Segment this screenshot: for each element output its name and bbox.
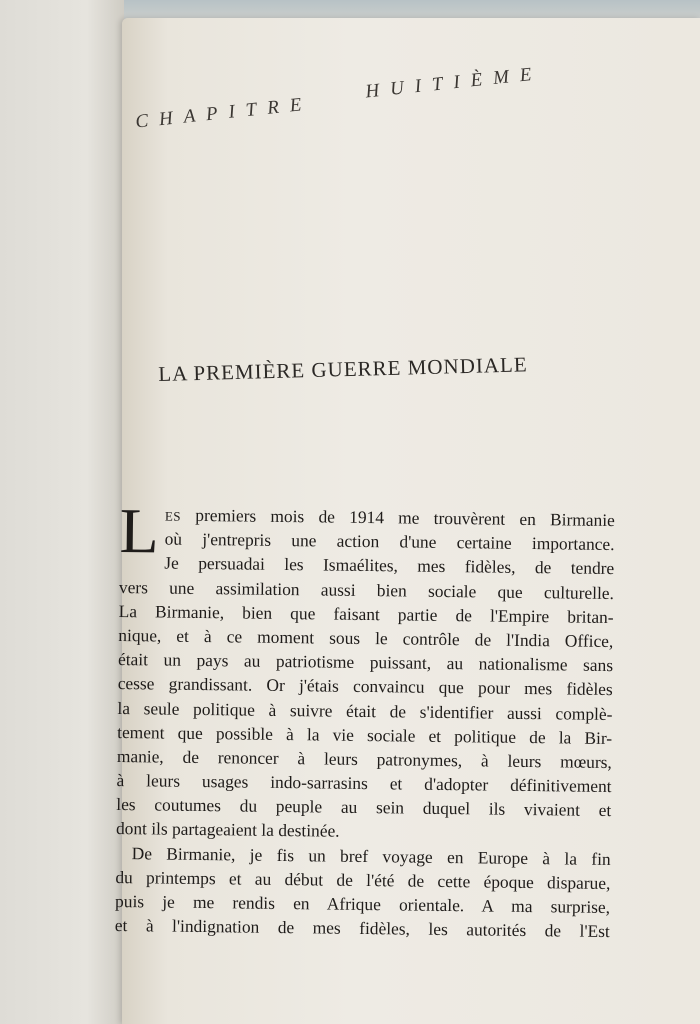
text-line: ES premiers mois de 1914 me trouvèrent en Birmanie [164,504,615,531]
text-line: la seule politique à suivre était de s'identifier aussi complè- [117,697,613,724]
text-line: les coutumes du peuple au sein duquel ils vivaient et [116,794,612,821]
left-page-margin [0,0,124,1024]
section-title: LA PREMIÈRE GUERRE MONDIALE [158,352,528,386]
text-line: tement que possible à la vie sociale et politique de la Bir- [117,721,613,748]
text-line: nique, et à ce moment sous le contrôle de l'India Office, [118,624,614,651]
text-line: à leurs usages indo-sarrasins et d'adopter définitivement [116,770,612,797]
text-line: vers une assimilation aussi bien sociale que culturelle. [118,576,615,603]
text-line: et à l'indignation de mes fidèles, les autorités de l'Est [114,915,610,942]
chapter-heading-word-1: CHAPITRE [134,93,314,133]
text-line: puis je me rendis en Afrique orientale. A ma surprise, [115,890,611,918]
text-line: manie, de renoncer à leurs patronymes, à leurs mœurs, [116,745,612,772]
drop-cap: L [119,495,160,567]
text-line: où j'entrepris une action d'une certaine importance. [164,528,615,555]
text-line: dont ils partageaient la destinée. [115,818,340,842]
body-text [114,495,615,943]
text-line: De Birmanie, je fis un bref voyage en Europe à la fin [131,842,611,869]
text-line: cesse grandissant. Or j'étais convaincu que pour mes fidèles [117,673,613,700]
smallcaps-opening: ES [164,508,182,524]
text-line: Je persuadai les Ismaélites, mes fidèles, de tendre [164,552,615,579]
text-line: était un pays au patriotisme puissant, au nationalisme sans [117,649,614,676]
text-line: du printemps et au début de l'été de cette époque disparue, [115,866,611,893]
text-line: La Birmanie, bien que faisant partie de l'Empire britan- [118,600,614,627]
chapter-heading-word-2: HUITIÈME [364,62,544,103]
